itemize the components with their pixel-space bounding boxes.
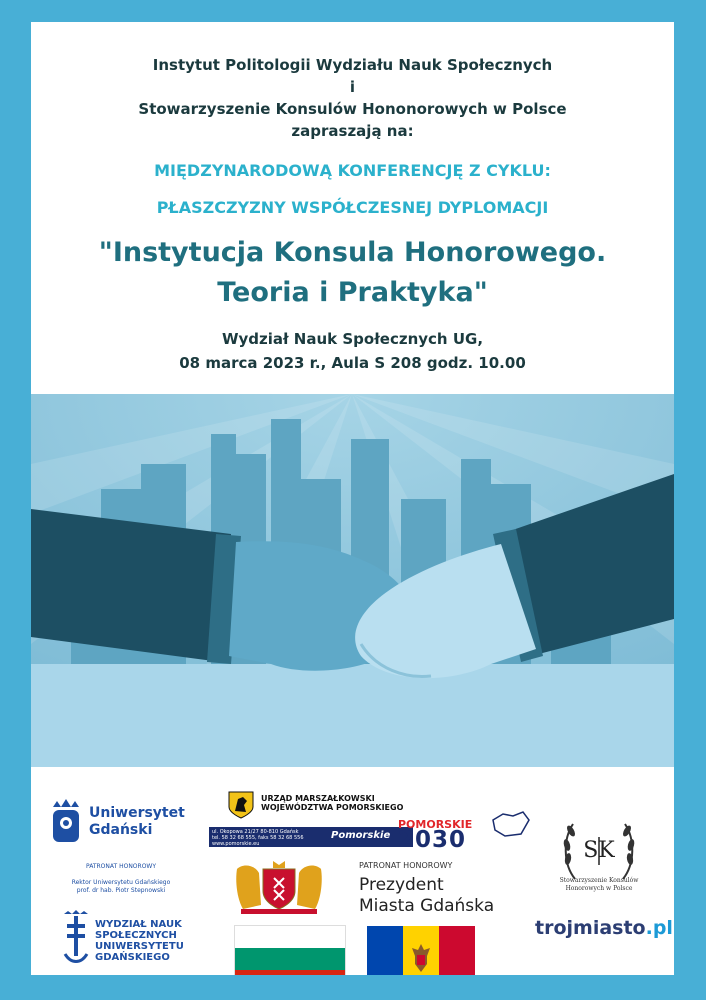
- urzad-line1: URZĄD MARSZAŁKOWSKI: [261, 794, 375, 803]
- wns-logo: [95, 919, 184, 963]
- left-sleeve: [31, 509, 231, 662]
- pomorskie-brand: Pomorskie: [331, 830, 391, 841]
- organizer-line: Instytut Politologii Wydziału Nauk Społecznych: [152, 56, 553, 74]
- ug-logo: [89, 805, 185, 839]
- wns-line4: GDAŃSKIEGO: [95, 952, 170, 963]
- ug-patronat: [71, 863, 171, 895]
- trojmiasto-logo: [535, 917, 673, 939]
- wns-line3: UNIWERSYTETU: [95, 941, 184, 952]
- venue-line: Wydział Nauk Społecznych UG,: [221, 330, 484, 348]
- griffin-crest-icon: [228, 791, 254, 819]
- ug-patronat-label: PATRONAT HONOROWY: [85, 863, 157, 870]
- ug-rektor-line1: Rektor Uniwersytetu Gdańskiego: [71, 879, 171, 886]
- date-line: 08 marca 2023 r., Aula S 208 godz. 10.00: [179, 354, 526, 372]
- ug-name-line2: Gdański: [89, 822, 153, 838]
- ug-name-line1: Uniwersytet: [89, 805, 185, 821]
- conference-title-line2: Teoria i Praktyka": [217, 277, 488, 308]
- ug-crown-icon: [49, 797, 83, 849]
- urzad-phone: tel. 58 32 68 555, faks 58 32 68 556: [212, 835, 304, 841]
- conjunction: i: [349, 78, 356, 96]
- partner-logos: [31, 767, 674, 975]
- conference-type: MIĘDZYNARODOWĄ KONFERENCJĘ Z CYKLU:: [154, 161, 551, 180]
- ug-rektor-line2: prof. dr hab. Piotr Stepnowski: [76, 887, 166, 894]
- shk-line2: Honorowych w Polsce: [565, 885, 633, 892]
- president-line2: Miasta Gdańska: [359, 896, 495, 916]
- shk-line1: Stowarzyszenie Konsulów: [559, 877, 639, 884]
- wns-crest-icon: [61, 910, 91, 966]
- moldova-eagle-icon: [410, 942, 432, 974]
- urzad-marszalkowski: [261, 794, 403, 812]
- trojmiasto-name: trojmiasto: [535, 917, 646, 939]
- pomorskie-label: POMORSKIE: [398, 818, 473, 831]
- shk-caption: [539, 877, 659, 893]
- poster-card: [31, 22, 674, 975]
- invite-line: zapraszają na:: [291, 122, 414, 140]
- wns-line2: SPOŁECZNYCH: [95, 930, 177, 941]
- president-line1: Prezydent: [359, 875, 444, 895]
- urzad-line2: WOJEWÓDZTWA POMORSKIEGO: [261, 803, 404, 812]
- conference-title-line1: "Instytucja Konsula Honorowego.: [98, 237, 607, 268]
- pomorskie-map-icon: [491, 810, 531, 840]
- trojmiasto-domain: .pl: [645, 917, 673, 939]
- president-patronat: PATRONAT HONOROWY: [359, 861, 453, 870]
- urzad-web: www.pomorskie.eu: [212, 841, 260, 847]
- svg-text:SK: SK: [583, 838, 615, 863]
- association-line: Stowarzyszenie Konsulów Hononorowych w Polsce: [138, 100, 567, 118]
- pomorskie-2030: 2030: [398, 827, 467, 853]
- conference-series: PŁASZCZYZNY WSPÓŁCZESNEJ DYPLOMACJI: [156, 198, 549, 217]
- handshake-illustration: [31, 394, 674, 767]
- moldova-flag: [367, 926, 475, 975]
- gdansk-coat-of-arms: [233, 859, 325, 915]
- ground: [31, 664, 674, 767]
- president-gdansk: [359, 875, 494, 917]
- wns-line1: WYDZIAŁ NAUK: [95, 919, 182, 930]
- bulgaria-flag: [235, 926, 345, 975]
- urzad-address: ul. Okopowa 21/27 80-810 Gdańsk: [212, 829, 299, 835]
